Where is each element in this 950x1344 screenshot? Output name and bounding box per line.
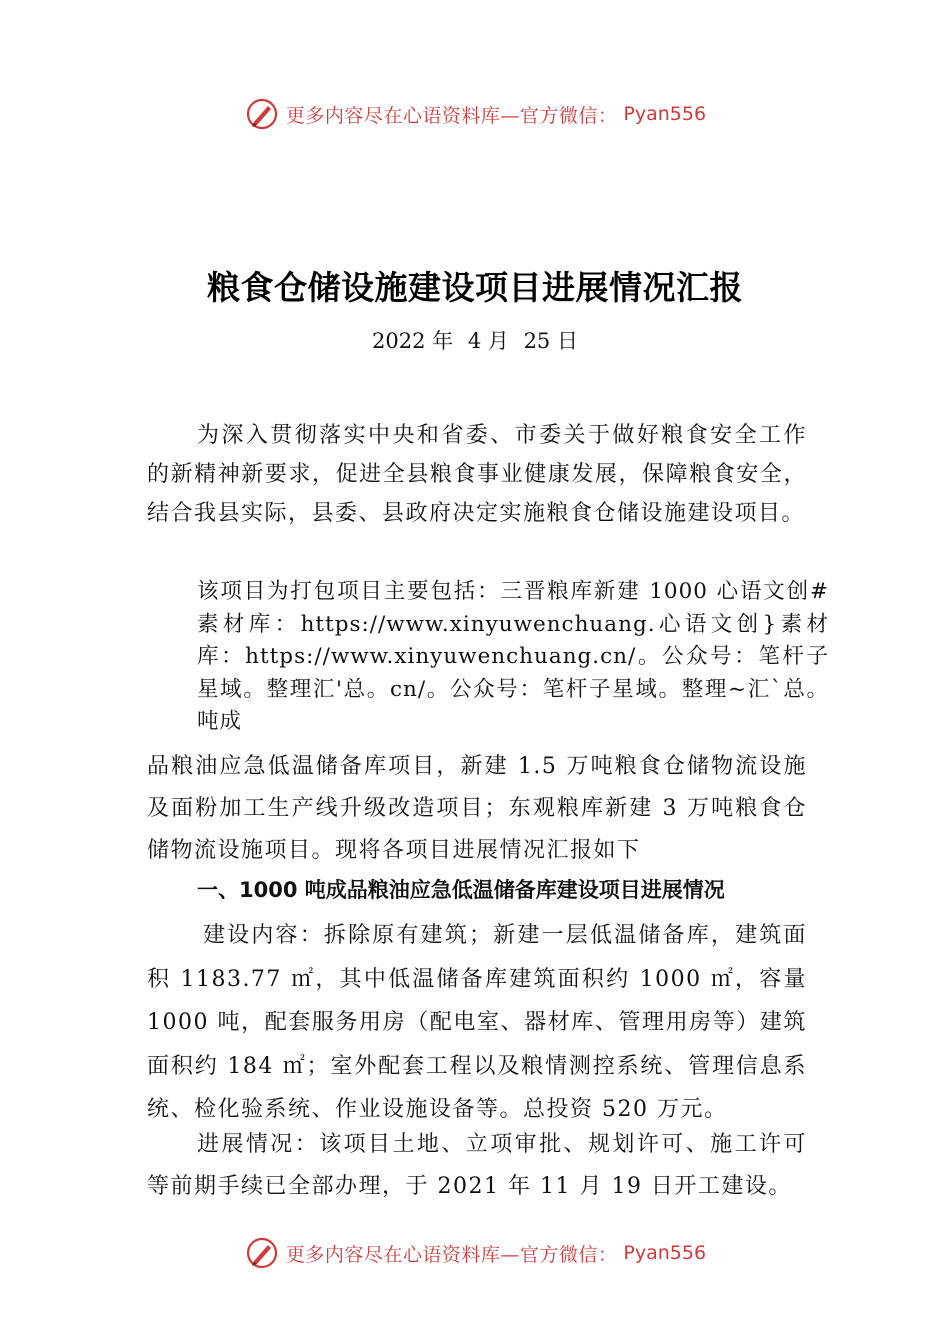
date-day: 25 日 [523, 329, 578, 353]
header-watermark-banner [0, 94, 950, 134]
banner-text: 更多内容尽在心语资料库—官方微信： [285, 104, 618, 127]
banner-wechat-id: Pyan556 [623, 103, 707, 125]
footer-watermark-banner [0, 1233, 950, 1273]
date-year: 2022 年 [372, 329, 454, 353]
scope-continuation-paragraph: 品粮油应急低温储备库项目，新建 1.5 万吨粮食仓储物流设施及面粉加工生产线升级改造项目；东观粮库新建 3 万吨粮食仓储物流设施项目。现将各项目进展情况汇报如下 [147, 754, 807, 863]
section-heading-1: 一、1000 吨成品粮油应急低温储备库建设项目进展情况 [197, 878, 725, 902]
pen-logo-icon [244, 1235, 280, 1271]
construction-content-paragraph: 建设内容：拆除原有建筑；新建一层低温储备库，建筑面积 1183.77 ㎡，其中低温储备库建筑面积约 1000 ㎡，容量 1000 吨，配套服务用房（配电室、器材库、管理用房等）建筑面积约 184 ㎡；室外配套工程以及粮情测控系统、管理信息系统、检化验系统、作业设施设备等。总投资 520 万元。 [147, 923, 807, 1122]
date-month: 4 月 [467, 329, 509, 353]
report-date [0, 325, 950, 355]
pen-logo-icon [244, 96, 280, 132]
banner-text: 更多内容尽在心语资料库—官方微信： [285, 1243, 618, 1266]
page-title: 粮食仓储设施建设项目进展情况汇报 [207, 268, 743, 307]
scope-paragraph: 该项目为打包项目主要包括：三晋粮库新建 1000 心语文创#素材库：https://www.xinyuwenchuang.心语文创}素材库：https://www.xinyuwenchuang.cn/。公众号：笔杆子星域。整理汇'总。cn/。公众号：笔杆子星域。整理~汇`总。 吨成 [197, 579, 829, 734]
banner-wechat-id: Pyan556 [623, 1242, 707, 1264]
progress-paragraph: 进展情况：该项目土地、立项审批、规划许可、施工许可等前期手续已全部办理，于 2021 年 11 月 19 日开工建设。 [147, 1132, 807, 1199]
intro-paragraph: 为深入贯彻落实中央和省委、市委关于做好粮食安全工作的新精神新要求，促进全县粮食事业健康发展，保障粮食安全，结合我县实际，县委、县政府决定实施粮食仓储设施建设项目。 [147, 423, 807, 526]
